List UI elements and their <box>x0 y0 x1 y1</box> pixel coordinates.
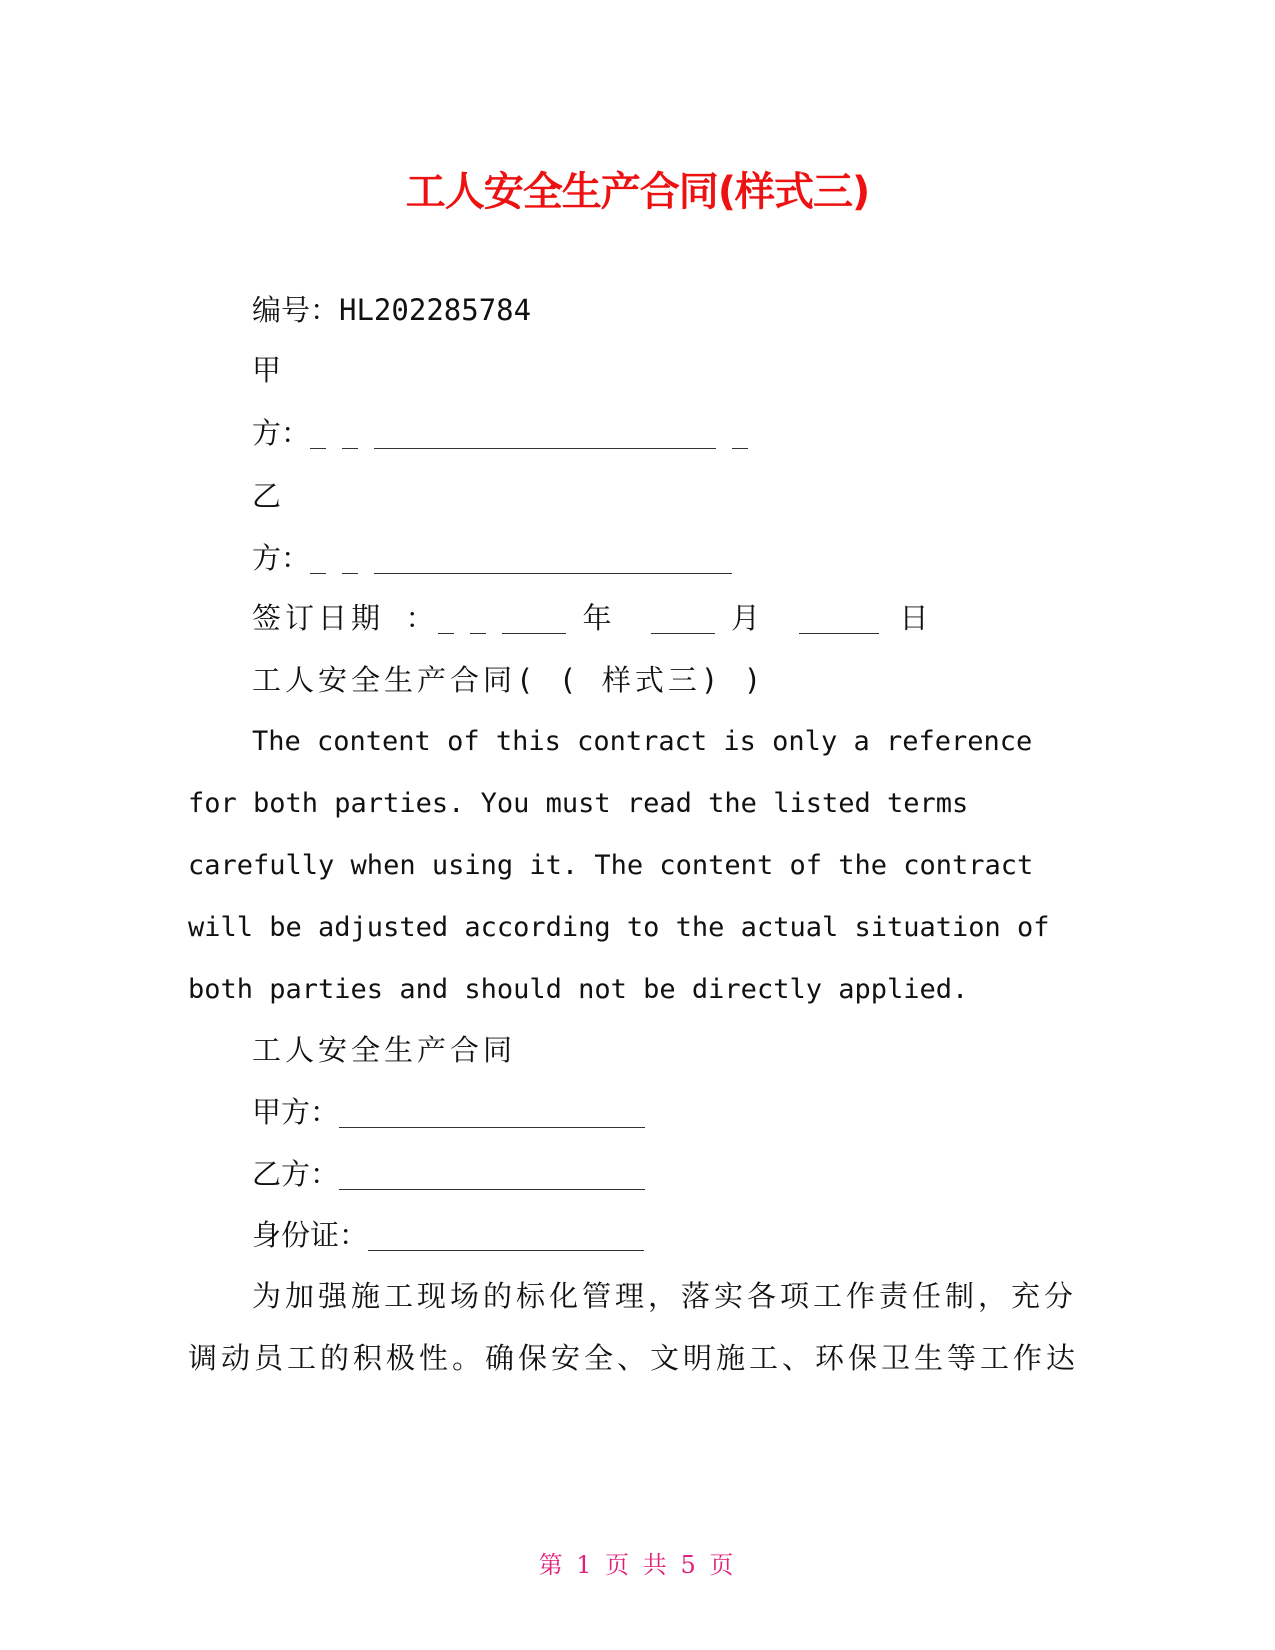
day-label: 日 <box>899 601 933 635</box>
id-line <box>252 1215 644 1255</box>
contract-number-label: 编号： <box>252 293 340 327</box>
contract-number-line <box>252 290 531 330</box>
party-b-full-label: 乙方： <box>252 1157 340 1191</box>
disclaimer-line: both parties and should not be directly applied. <box>188 974 969 1005</box>
party-a-line <box>252 413 764 453</box>
blank-dash <box>470 603 486 634</box>
month-blank <box>651 603 715 634</box>
blank-dash <box>732 418 748 449</box>
disclaimer-line: carefully when using it. The content of the contract <box>188 850 1034 881</box>
party-a-full-line <box>252 1092 645 1132</box>
party-b-full-blank <box>339 1159 645 1190</box>
disclaimer-line: for both parties. You must read the listed terms <box>188 788 969 819</box>
id-label: 身份证： <box>252 1218 369 1252</box>
party-a-char: 甲 <box>252 353 282 387</box>
party-b-label: 方： <box>252 541 311 575</box>
party-a-label: 方： <box>252 416 311 450</box>
party-b-char: 乙 <box>252 479 282 513</box>
disclaimer-line: The content of this contract is only a reference <box>252 726 1033 757</box>
blank-dash <box>438 603 454 634</box>
contract-number-value: HL202285784 <box>339 293 532 327</box>
contract-heading: 工人安全生产合同 <box>252 1033 517 1067</box>
blank-dash <box>342 418 358 449</box>
party-a-full-label: 甲方： <box>252 1095 340 1129</box>
blank-dash <box>342 543 358 574</box>
party-b-blank <box>374 543 732 574</box>
id-blank <box>368 1220 644 1251</box>
disclaimer-line: will be adjusted according to the actual situation of <box>188 912 1050 943</box>
party-b-line <box>252 538 732 578</box>
year-label: 年 <box>582 601 616 635</box>
party-b-full-line <box>252 1154 645 1194</box>
party-a-blank <box>374 418 716 449</box>
sign-date-label: 签订日期 ： <box>252 601 439 635</box>
month-label: 月 <box>730 601 764 635</box>
sign-date-line <box>252 598 932 638</box>
document-title: 工人安全生产合同(样式三) <box>405 169 870 215</box>
body-paragraph-line: 为加强施工现场的标化管理，落实各项工作责任制，充分 <box>252 1279 1078 1313</box>
page-footer: 第 1 页 共 5 页 <box>538 1551 737 1579</box>
blank-dash <box>310 543 326 574</box>
party-a-full-blank <box>339 1097 645 1128</box>
year-blank <box>502 603 566 634</box>
day-blank <box>799 603 879 634</box>
document-subtitle: 工人安全生产合同( ( 样式三) ) <box>252 663 766 697</box>
body-paragraph-line: 调动员工的积极性。确保安全、文明施工、环保卫生等工作达 <box>188 1341 1080 1375</box>
blank-dash <box>310 418 326 449</box>
